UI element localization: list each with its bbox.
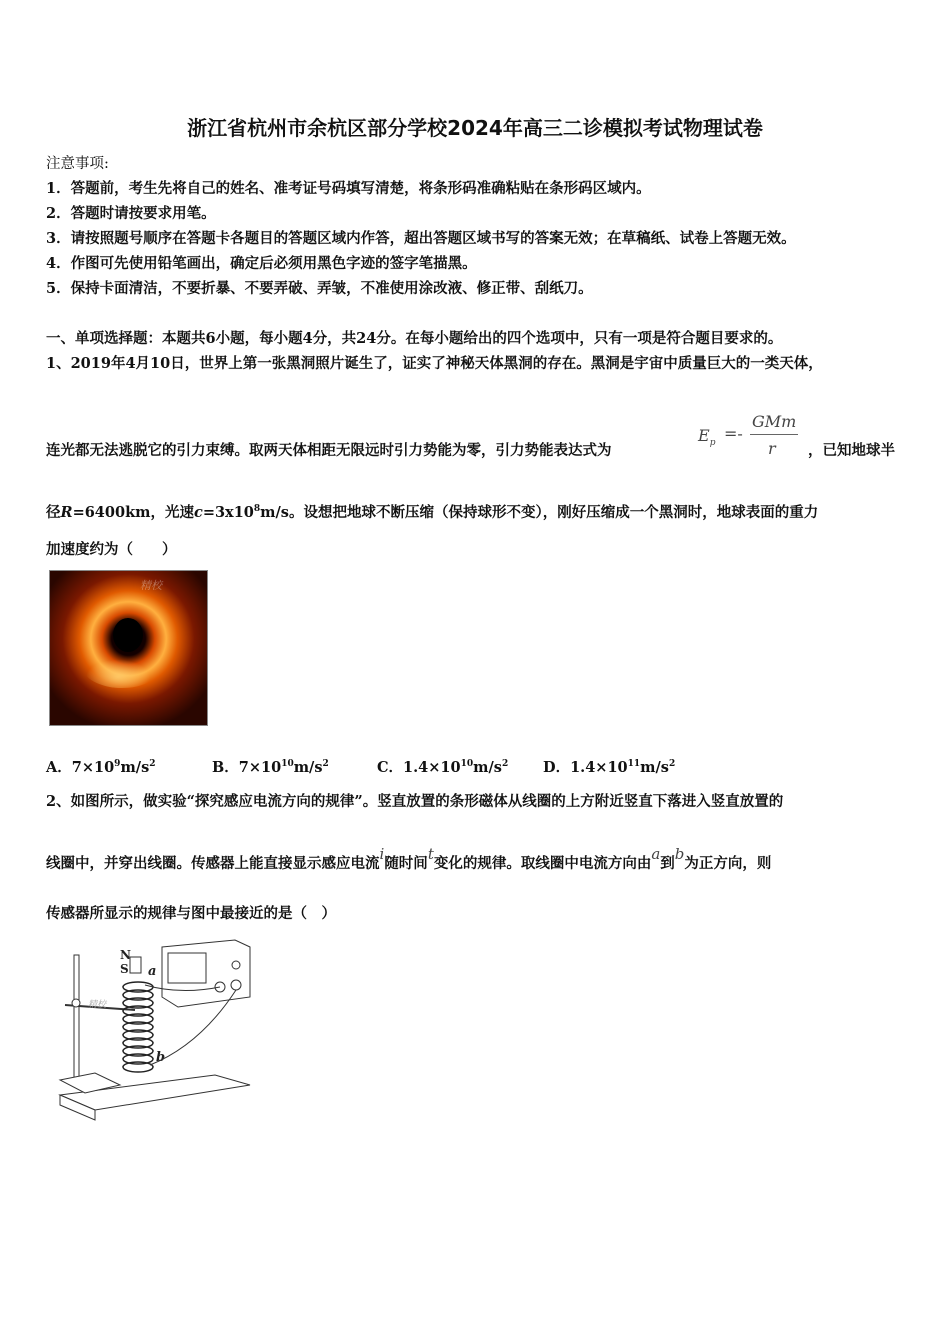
notice-item-2: 2．答题时请按要求用笔。 (46, 205, 216, 222)
notice-heading: 注意事项: (46, 156, 109, 172)
q1-line-2-tail: ，已知地球半 (808, 442, 895, 459)
formula-numerator: GMm (752, 412, 797, 431)
q1-option-c[interactable]: C．$1.4\times 10^{10}m/s^2$ (377, 759, 509, 776)
page-title: 浙江省杭州市余杭区部分学校2024年高三二诊模拟考试物理试卷 (187, 116, 763, 140)
induction-experiment-diagram (50, 935, 255, 1125)
coil (123, 982, 153, 1072)
q2-line-3: 传感器所显示的规律与图中最接近的是（ ） (46, 905, 336, 922)
bar-magnet (130, 957, 141, 973)
formula-denominator: r (768, 439, 776, 458)
q1-option-b[interactable]: B．$7\times 10^{10}m/s^2$ (212, 759, 329, 776)
sensor-knob (232, 961, 240, 969)
notice-item-1: 1．答题前，考生先将自己的姓名、准考证号码填写清楚，将条形码准确粘贴在条形码区域内。 (46, 180, 651, 197)
notice-item-5: 5．保持卡面清洁，不要折暴、不要弄破、弄皱，不准使用涂改液、修正带、刮纸刀。 (46, 280, 593, 297)
sensor-screen (168, 953, 206, 983)
q1-line-2 (46, 439, 612, 460)
q1-line-2-text: 连光都无法逃脱它的引力束缚。取两天体相距无限远时引力势能为零，引力势能表达式为 (46, 442, 612, 459)
q1-option-d[interactable]: D．$1.4\times 10^{11}m/s^2$ (543, 759, 676, 776)
formula-fraction-bar (750, 434, 798, 435)
q1-option-a[interactable]: A．$7\times 10^9m/s^2$ (46, 759, 156, 776)
var-a: a (651, 845, 661, 863)
black-hole-graphic (50, 571, 207, 725)
formula-lhs: $E_p$ (698, 426, 716, 449)
magnet-n-label: N (120, 948, 131, 962)
q1-line-1: 1、2019年4月10日，世界上第一张黑洞照片诞生了，证实了神秘天体黑洞的存在。黑洞是宇宙中质量巨大的一类天体， (46, 355, 823, 372)
black-hole-image (49, 570, 208, 726)
potential-energy-formula (698, 412, 808, 464)
var-i: i (379, 845, 385, 863)
terminal-a-label: a (148, 964, 157, 979)
sensor-terminal-2 (231, 980, 241, 990)
clamp-knob (72, 999, 80, 1007)
magnet-s-label: S (120, 962, 129, 976)
var-b: b (674, 845, 685, 863)
q1-line-4: 加速度约为（ ） (46, 541, 177, 558)
terminal-b-label: b (156, 1050, 166, 1065)
q1-line-3: 径R=6400km，光速$c=3x10^8m/s$。设想把地球不断压缩（保持球形不变），刚好压缩成一个黑洞时，地球表面的重力 (46, 504, 819, 521)
stand-rod (74, 955, 79, 1080)
notice-item-3: 3．请按照题号顺序在答题卡各题目的答题区域内作答，超出答题区域书写的答案无效；在草稿纸、试卷上答题无效。 (46, 230, 796, 247)
q2-line-1: 2、如图所示，做实验“探究感应电流方向的规律”。竖直放置的条形磁体从线圈的上方附近竖直下落进入竖直放置的 (46, 793, 784, 810)
image-watermark: 精校 (140, 579, 162, 592)
formula-equals: =- (724, 424, 743, 443)
q2-line-2: 线圈中，并穿出线圈。传感器上能直接显示感应电流i随时间t变化的规律。取线圈中电流方向由a到b为正方向，则 (46, 845, 772, 872)
var-t: t (427, 845, 434, 863)
section-heading: 一、单项选择题：本题共6小题，每小题4分，共24分。在每小题给出的四个选项中，只有一项是符合题目要求的。 (46, 330, 783, 347)
diagram-watermark: 精校 (88, 1000, 107, 1010)
notice-item-4: 4．作图可先使用铅笔画出，确定后必须用黑色字迹的签字笔描黑。 (46, 255, 477, 272)
